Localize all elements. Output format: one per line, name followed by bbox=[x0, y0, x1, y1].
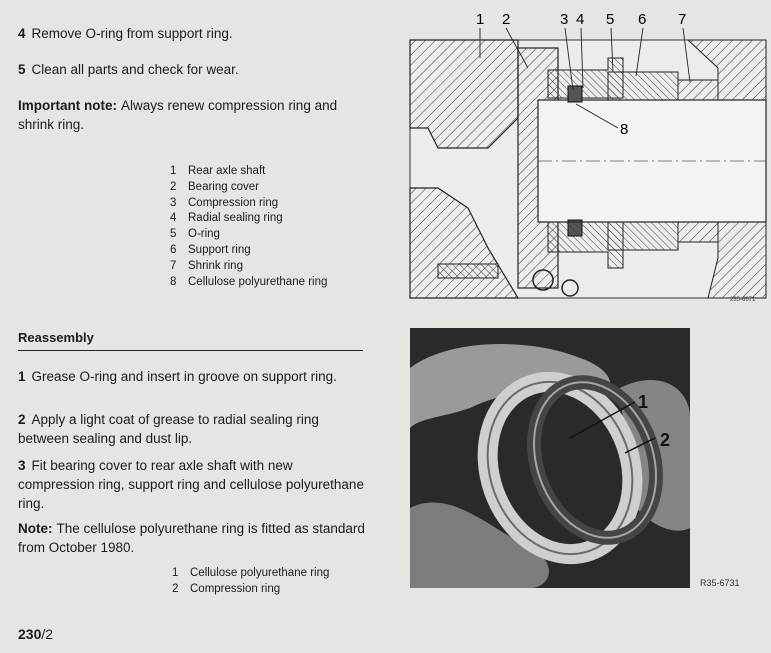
callout-8: 8 bbox=[620, 121, 629, 138]
callout-7: 7 bbox=[678, 11, 687, 28]
item-number: 8 bbox=[170, 275, 177, 288]
item-number: 5 bbox=[170, 228, 177, 241]
shrink-ring-top bbox=[678, 80, 718, 100]
heading-rule bbox=[18, 350, 363, 351]
reassembly-step-1 bbox=[18, 367, 368, 386]
item-number: 1 bbox=[172, 567, 179, 579]
item-text: Cellulose polyurethane ring bbox=[190, 567, 330, 579]
item-number: 2 bbox=[170, 180, 177, 193]
reassembly-step-2 bbox=[18, 410, 368, 448]
bolt bbox=[438, 264, 498, 278]
callout-2: 2 bbox=[502, 11, 511, 28]
page-number-main: 230 bbox=[18, 626, 42, 642]
item-text: Bearing cover bbox=[188, 180, 259, 193]
cross-section-diagram bbox=[408, 8, 768, 306]
step-text: Fit bearing cover to rear axle shaft with new compression ring, support ring and cellulose polyurethane ring. bbox=[18, 458, 364, 511]
list-item bbox=[170, 164, 327, 180]
step-text: Remove O-ring from support ring. bbox=[31, 26, 233, 41]
callout-1: 1 bbox=[476, 11, 485, 28]
parts-list bbox=[170, 164, 327, 290]
callout-4: 4 bbox=[576, 11, 585, 28]
page-number bbox=[18, 626, 53, 642]
step-text: Grease O-ring and insert in groove on support ring. bbox=[31, 369, 337, 384]
section-heading: Reassembly bbox=[18, 330, 94, 345]
list-item bbox=[170, 196, 327, 212]
important-note-label: Important note: bbox=[18, 98, 117, 113]
item-text: Compression ring bbox=[188, 196, 279, 209]
item-text: Support ring bbox=[188, 243, 251, 256]
diagram-ref: 235-6671 bbox=[730, 297, 756, 303]
item-number: 2 bbox=[172, 582, 179, 595]
list-item bbox=[170, 259, 327, 275]
item-number: 1 bbox=[170, 165, 177, 177]
list-item bbox=[172, 582, 329, 598]
important-note-text: Always renew compression ring and shrink ring. bbox=[18, 98, 338, 132]
item-text: Compression ring bbox=[190, 582, 281, 595]
step-5 bbox=[18, 60, 378, 79]
step-number: 3 bbox=[18, 458, 26, 473]
step-number: 4 bbox=[18, 26, 26, 41]
item-text: Rear axle shaft bbox=[188, 165, 266, 177]
item-number: 7 bbox=[170, 259, 177, 272]
note-text: The cellulose polyurethane ring is fitted as standard from October 1980. bbox=[18, 521, 365, 555]
list-item bbox=[170, 275, 327, 291]
step-text: Clean all parts and check for wear. bbox=[31, 62, 239, 77]
step-number: 2 bbox=[18, 412, 26, 427]
ring-photo bbox=[410, 328, 768, 588]
item-number: 3 bbox=[170, 196, 177, 209]
step-text: Apply a light coat of grease to radial sealing ring between sealing and dust lip. bbox=[18, 412, 319, 446]
item-text: O-ring bbox=[188, 228, 220, 241]
item-text: Shrink ring bbox=[188, 259, 243, 272]
shrink-ring-bottom bbox=[678, 222, 718, 242]
reassembly-note bbox=[18, 519, 368, 557]
reassembly-step-3 bbox=[18, 456, 368, 513]
item-number: 4 bbox=[170, 212, 177, 225]
callout-5: 5 bbox=[606, 11, 615, 28]
photo-label-1: 1 bbox=[638, 392, 649, 412]
important-note bbox=[18, 96, 368, 134]
bearing-bottom bbox=[608, 222, 678, 250]
bearing-top bbox=[608, 72, 678, 100]
list-item bbox=[170, 243, 327, 259]
list-item bbox=[170, 227, 327, 243]
photo-ref: R35-6731 bbox=[700, 578, 740, 588]
step-4 bbox=[18, 24, 378, 43]
list-item bbox=[172, 566, 329, 582]
step-number: 1 bbox=[18, 369, 26, 384]
photo-label-2: 2 bbox=[660, 430, 671, 450]
callout-6: 6 bbox=[638, 11, 647, 28]
list-item bbox=[170, 180, 327, 196]
step-number: 5 bbox=[18, 62, 26, 77]
list-item bbox=[170, 211, 327, 227]
item-number: 6 bbox=[170, 243, 177, 256]
photo-parts-list bbox=[172, 566, 329, 598]
page-number-sub: /2 bbox=[41, 626, 54, 642]
note-label: Note: bbox=[18, 521, 53, 536]
item-text: Cellulose polyurethane ring bbox=[188, 275, 328, 288]
callout-3: 3 bbox=[560, 11, 569, 28]
seal-top bbox=[568, 86, 582, 102]
item-text: Radial sealing ring bbox=[188, 212, 283, 225]
